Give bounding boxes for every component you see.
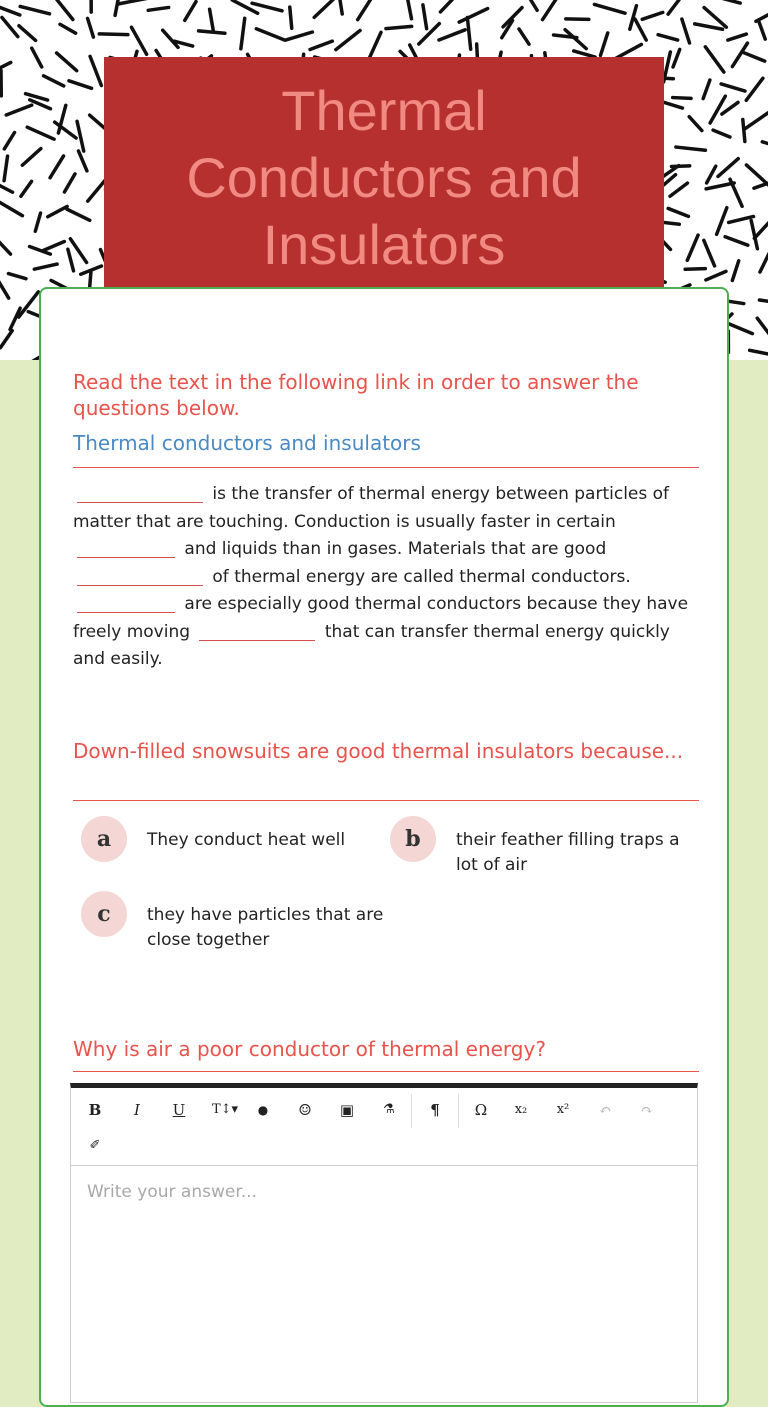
pattern-dash (419, 24, 440, 44)
pattern-dash (706, 183, 734, 189)
pattern-dash (68, 249, 74, 271)
pattern-dash (762, 142, 768, 149)
pattern-dash (718, 159, 738, 177)
pattern-dash (0, 331, 12, 348)
title-line-3: Insulators (104, 211, 664, 278)
pattern-dash (386, 26, 412, 28)
pattern-dash (286, 32, 312, 40)
pattern-dash (713, 130, 730, 137)
pattern-dash (131, 27, 146, 54)
pattern-dash (757, 318, 768, 336)
rich-text-editor (70, 1083, 698, 1403)
pattern-dash (35, 213, 40, 231)
pattern-dash (705, 47, 723, 72)
section1-divider (73, 467, 699, 468)
pattern-dash (695, 24, 723, 29)
toolbar-divider (458, 1094, 459, 1128)
superscript-button[interactable]: x² (547, 1096, 579, 1124)
bold-button[interactable]: B (79, 1096, 111, 1124)
pattern-dash (717, 208, 727, 235)
pattern-dash (704, 8, 726, 28)
blank-3-input[interactable] (77, 565, 203, 586)
pattern-dash (730, 179, 742, 206)
option-c-text: they have particles that are close together (147, 903, 387, 953)
pattern-dash (744, 53, 765, 61)
pattern-dash (722, 102, 738, 114)
pattern-dash (689, 117, 702, 131)
pattern-dash (760, 252, 768, 272)
pattern-dash (67, 209, 90, 220)
pattern-dash (759, 22, 765, 39)
pattern-dash (704, 240, 715, 266)
pattern-dash (55, 0, 73, 19)
pattern-dash (199, 31, 225, 33)
blank-2-input[interactable] (77, 537, 175, 558)
option-a[interactable] (81, 816, 387, 862)
pattern-dash (594, 4, 625, 13)
pattern-dash (635, 19, 646, 40)
pattern-dash (256, 29, 284, 40)
pattern-dash (118, 0, 149, 4)
pattern-dash (703, 80, 710, 98)
pattern-dash (0, 280, 9, 298)
section2-divider (73, 800, 699, 801)
pattern-dash (64, 174, 75, 192)
pattern-dash (42, 242, 64, 251)
blank-4-input[interactable] (77, 592, 175, 613)
pattern-dash (163, 30, 178, 47)
pattern-dash (673, 98, 691, 99)
pattern-dash (60, 24, 76, 33)
pattern-dash (423, 5, 427, 29)
pattern-dash (658, 35, 678, 40)
undo-icon[interactable]: ↶ (589, 1096, 621, 1124)
title-line-1: Thermal (104, 77, 664, 144)
pattern-dash (310, 41, 332, 49)
pattern-dash (339, 0, 342, 14)
pattern-dash (22, 149, 41, 166)
pattern-dash (503, 8, 522, 27)
pattern-dash (2, 17, 18, 36)
blank-5-input[interactable] (199, 620, 315, 641)
pattern-dash (70, 239, 86, 263)
pattern-dash (4, 132, 14, 148)
pattern-dash (44, 76, 64, 86)
subscript-button[interactable]: x₂ (505, 1096, 537, 1124)
fill-text-5: that can transfer thermal energy quickly and easily. (73, 622, 670, 670)
pattern-dash (241, 18, 245, 48)
pattern-dash (336, 31, 360, 50)
pattern-dash (642, 12, 663, 19)
pattern-dash (682, 19, 690, 43)
pattern-dash (519, 29, 529, 44)
section3-divider (73, 1071, 699, 1072)
blank-1-input[interactable] (77, 482, 203, 503)
pattern-dash (707, 166, 716, 183)
fill-text-2: and liquids than in gases. Materials that are good (184, 539, 606, 559)
pattern-dash (759, 300, 768, 303)
pattern-dash (77, 121, 84, 151)
pattern-dash (440, 0, 454, 12)
pattern-dash (369, 32, 381, 59)
pattern-dash (668, 0, 685, 14)
pattern-dash (676, 147, 705, 150)
redo-icon[interactable]: ↷ (631, 1096, 663, 1124)
paragraph-icon[interactable]: ¶ (419, 1096, 451, 1124)
pattern-dash (744, 113, 768, 130)
pattern-dash (32, 48, 42, 67)
pattern-dash (685, 269, 705, 270)
pattern-dash (88, 18, 94, 37)
fill-in-paragraph (73, 481, 699, 674)
pattern-dash (754, 215, 768, 238)
fill-text-1: is the transfer of thermal energy between particles of matter that are touching. Conduction is usually faster in certain (73, 484, 669, 532)
italic-button[interactable]: I (121, 1096, 153, 1124)
pattern-dash (723, 0, 741, 3)
pattern-dash (6, 105, 31, 115)
pattern-dash (90, 115, 105, 128)
pattern-dash (252, 3, 282, 11)
pattern-dash (358, 0, 373, 20)
option-c[interactable] (81, 891, 387, 953)
emoji-icon[interactable]: ☺ (289, 1096, 321, 1124)
pattern-dash (746, 78, 763, 100)
pattern-dash (0, 201, 22, 216)
pattern-dash (34, 264, 57, 269)
pattern-dash (750, 350, 768, 354)
pattern-dash (467, 18, 470, 50)
pattern-dash (728, 34, 747, 40)
pattern-dash (50, 156, 63, 178)
reading-link[interactable]: Thermal conductors and insulators (73, 431, 421, 455)
answer-textarea[interactable] (71, 1166, 697, 1396)
text-size-button[interactable]: T↕▾ (205, 1096, 245, 1124)
pattern-dash (48, 206, 67, 216)
section2-question: Down-filled snowsuits are good thermal insulators because... (73, 738, 699, 764)
pattern-dash (459, 9, 487, 23)
pattern-dash (756, 12, 768, 21)
pattern-dash (687, 235, 698, 260)
pattern-dash (746, 165, 768, 186)
pattern-dash (525, 0, 537, 10)
pattern-dash (439, 30, 465, 40)
title-line-2: Conductors and (104, 144, 664, 211)
pattern-dash (407, 0, 412, 19)
pattern-dash (27, 127, 54, 139)
pattern-dash (565, 30, 586, 49)
color-drop-icon[interactable]: ● (247, 1096, 279, 1124)
omega-icon[interactable]: Ω (465, 1096, 497, 1124)
pattern-dash (673, 49, 680, 67)
option-b-text: their feather filling traps a lot of air (456, 828, 696, 878)
editor-toolbar (71, 1088, 697, 1166)
eraser-icon[interactable]: ✐ (79, 1132, 111, 1160)
pattern-dash (0, 7, 20, 15)
pattern-dash (20, 6, 49, 13)
pattern-dash (314, 0, 334, 17)
pattern-dash (21, 181, 32, 196)
pattern-dash (670, 183, 687, 196)
section3-question: Why is air a poor conductor of thermal energy? (73, 1036, 699, 1062)
image-icon[interactable]: ▣ (331, 1096, 363, 1124)
pattern-dash (148, 7, 168, 10)
pattern-dash (542, 0, 558, 20)
pattern-dash (600, 33, 607, 55)
pattern-dash (90, 56, 101, 85)
pattern-dash (4, 156, 7, 181)
pattern-dash (185, 2, 196, 21)
section1-heading: Read the text in the following link in order to answer the questions below. (73, 369, 699, 421)
fill-text-3: of thermal energy are called thermal conductors. (212, 567, 630, 587)
pattern-dash (725, 237, 748, 245)
pattern-dash (710, 96, 725, 123)
pattern-dash (668, 208, 688, 216)
pattern-dash (290, 7, 292, 28)
pattern-dash (210, 9, 214, 30)
option-b[interactable] (390, 816, 696, 878)
pattern-dash (99, 34, 128, 35)
pattern-dash (57, 53, 77, 71)
pattern-dash (706, 271, 726, 280)
pattern-dash (69, 81, 92, 88)
pattern-dash (721, 84, 745, 91)
option-a-text: They conduct heat well (147, 828, 387, 853)
option-c-badge: c (81, 891, 127, 937)
pattern-dash (0, 240, 10, 254)
fill-text-4: are especially good thermal conductors because they have freely moving (73, 594, 688, 642)
pattern-dash (78, 151, 86, 171)
pattern-dash (19, 26, 36, 41)
toolbar-divider (411, 1094, 412, 1128)
worksheet-card (39, 287, 729, 1407)
worksheet-title (104, 57, 664, 297)
pattern-dash (8, 274, 26, 279)
pattern-dash (754, 181, 768, 188)
pattern-dash (0, 181, 13, 193)
pattern-dash (10, 308, 20, 329)
underline-button[interactable]: U (163, 1096, 195, 1124)
pattern-dash (732, 261, 738, 281)
link-icon[interactable]: ⚗ (373, 1096, 405, 1124)
option-b-badge: b (390, 816, 436, 862)
pattern-dash (566, 19, 589, 20)
pattern-dash (672, 166, 690, 167)
option-a-badge: a (81, 816, 127, 862)
pattern-dash (743, 119, 745, 141)
